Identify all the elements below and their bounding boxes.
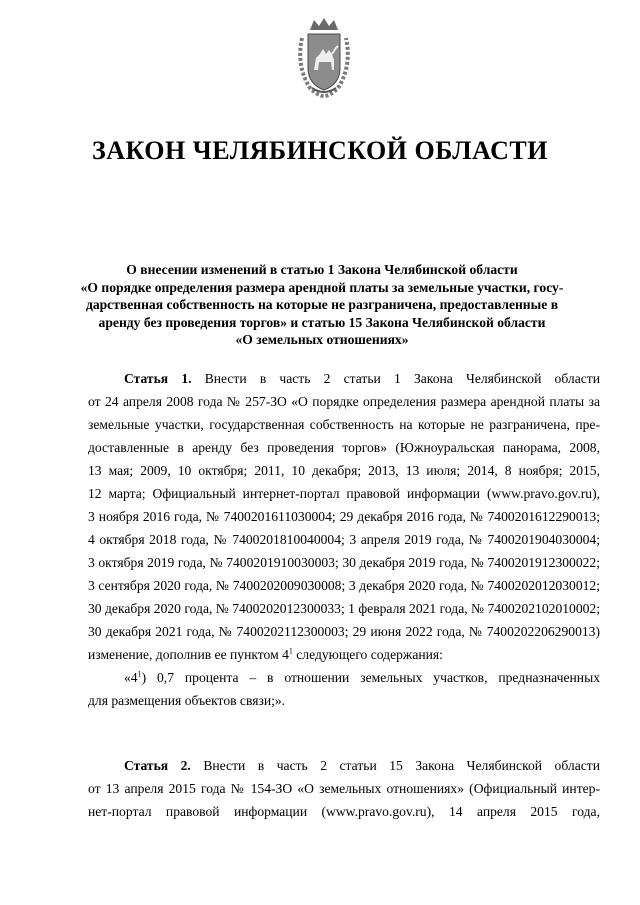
subject-line: О внесении изменений в статью 1 Закона Челябинской области: [126, 262, 518, 277]
quote-text: ) 0,7 процента – в отношении земельных участков, предназначенных: [141, 670, 600, 685]
superscript: 1: [288, 646, 293, 656]
subject-line: «О порядке определения размера арендной платы за земельные участки, госу-: [80, 279, 564, 295]
article-1-line: 3 сентября 2020 года, № 7400202009030008; 3 декабря 2020 года, № 7400202012030012;: [88, 578, 600, 593]
quote-open: «4: [124, 670, 138, 685]
article-1-first-line-text: Внести в часть 2 статьи 1 Закона Челябинской области: [204, 371, 600, 386]
article-1-last-line: [88, 643, 600, 666]
article-1-line: 13 мая; 2009, 10 октября; 2011, 10 декабря; 2013, 13 июля; 2014, 8 ноября; 2015,: [88, 463, 600, 478]
law-title: ЗАКОН ЧЕЛЯБИНСКОЙ ОБЛАСТИ: [92, 136, 548, 165]
coat-of-arms-emblem: [294, 16, 354, 98]
superscript: 1: [137, 669, 142, 679]
last-line-text-after: следующего содержания:: [292, 647, 443, 662]
article-1-line: 30 декабря 2021 года, № 7400202112300003; 29 июня 2022 года, № 7400202206290013): [88, 624, 600, 639]
article-1-line: 3 ноября 2016 года, № 7400201611030004; 29 декабря 2016 года, № 7400201612290013;: [88, 509, 600, 524]
article-2: [88, 754, 600, 823]
article-1-line: 30 декабря 2020 года, № 7400202012300033; 1 февраля 2021 года, № 7400202102010002;: [88, 601, 600, 616]
article-1-line: доставленные в аренду без проведения торгов» (Южноуральская панорама, 2008,: [88, 440, 600, 455]
article-1-line: 4 октября 2018 года, № 7400201810040004; 3 апреля 2019 года, № 7400201904030004;: [88, 532, 600, 547]
article-1-line: 3 октября 2019 года, № 7400201910030003; 30 декабря 2019 года, № 7400201912300022;: [88, 555, 600, 570]
article-1-first-line: [88, 367, 600, 390]
subject-line: дарственная собственность на которые не разграничена, предоставленные в: [85, 297, 559, 313]
quoted-amendment-line: [88, 666, 600, 689]
article-1-line: 12 марта; Официальный интернет-портал правовой информации (www.pravo.gov.ru),: [88, 486, 600, 501]
article-1: [88, 367, 600, 712]
article-1-line: земельные участки, государственная собственность на которые не разграничена, пре-: [88, 417, 600, 432]
subject-line: аренду без проведения торгов» и статью 15 Закона Челябинской области: [98, 314, 546, 330]
last-line-text: изменение, дополнив ее пунктом 4: [88, 647, 289, 662]
quoted-amendment-line-2: для размещения объектов связи;».: [88, 693, 286, 708]
article-1-line: от 24 апреля 2008 года № 257-ЗО «О порядке определения размера арендной платы за: [88, 394, 600, 409]
law-subject-heading: [80, 261, 564, 349]
article-1-heading: Статья 1.: [124, 371, 192, 386]
article-2-first-line-text: Внести в часть 2 статьи 15 Закона Челябинской области: [203, 758, 601, 773]
article-2-line: нет-портал правовой информации (www.pravo.gov.ru), 14 апреля 2015 года,: [88, 804, 600, 819]
article-2-heading: Статья 2.: [124, 758, 191, 773]
article-2-first-line: [88, 754, 600, 777]
subject-line: «О земельных отношениях»: [235, 332, 409, 348]
article-2-line: от 13 апреля 2015 года № 154-ЗО «О земельных отношениях» (Официальный интер-: [88, 781, 600, 796]
